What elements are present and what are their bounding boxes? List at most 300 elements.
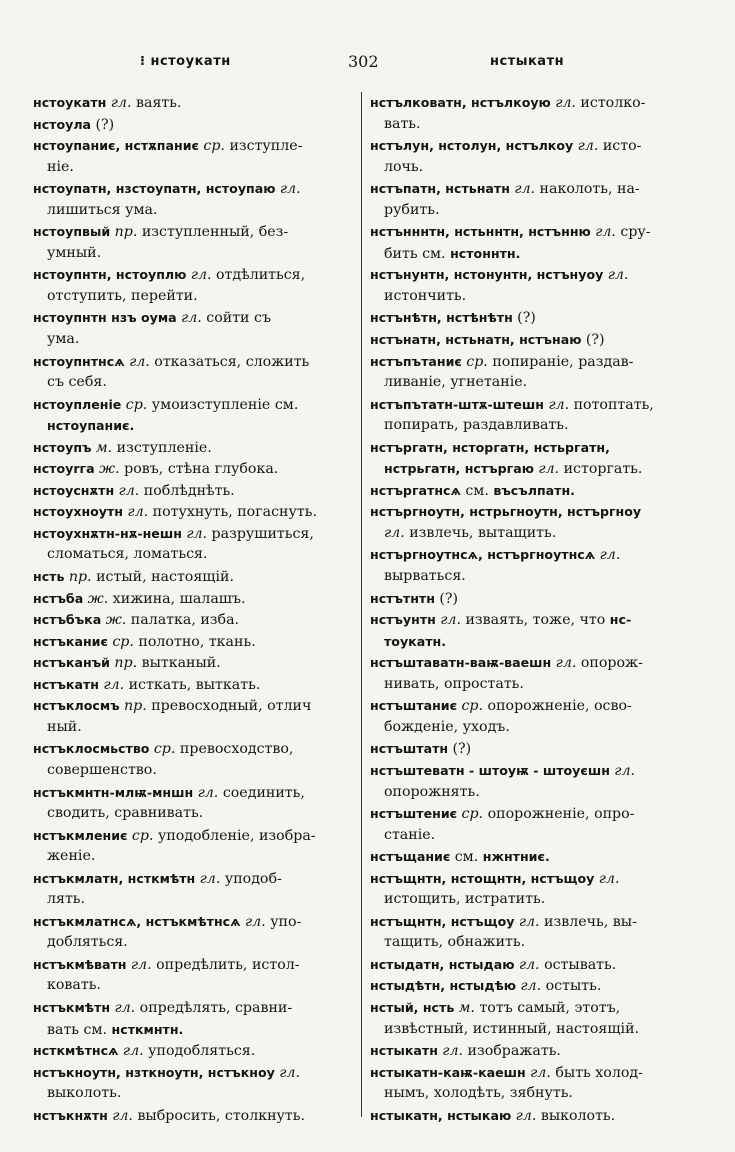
entry-line <box>33 631 355 653</box>
definition-text: сводить, сравнивать. <box>47 805 204 822</box>
headword: нстъштениє <box>370 806 462 822</box>
entry-line <box>370 846 700 868</box>
definition-text: вать. <box>384 115 421 132</box>
entry-line <box>370 286 700 308</box>
entry-line <box>33 200 355 222</box>
definition-text: изступленный, без- <box>137 224 289 241</box>
definition-text: рубить. <box>384 201 440 218</box>
entry-line <box>33 652 355 674</box>
headword: нстъклосмъ <box>33 698 124 714</box>
grammar-label: ср. <box>203 138 225 155</box>
definition-text: потоптать, <box>569 396 654 413</box>
definition-text: быть холод- <box>550 1064 643 1081</box>
definition-text: совершенство. <box>47 761 157 778</box>
left-column <box>33 92 355 1126</box>
entry-line <box>33 825 355 847</box>
entry-line <box>33 458 355 480</box>
headword: нстоупленіе <box>33 396 126 412</box>
headword: нстъкмѣтн <box>33 999 115 1015</box>
definition-text: уподобляться. <box>143 1043 256 1060</box>
grammar-label: гл. <box>577 138 599 155</box>
entry-line <box>33 286 355 308</box>
definition-text: превосходный, отлич <box>146 698 312 715</box>
entry-line <box>370 738 700 760</box>
headword: нстоула <box>33 116 96 132</box>
entry-line <box>33 178 355 200</box>
entry-line <box>370 803 700 825</box>
definition-text: ваять. <box>131 95 182 111</box>
entry-line <box>33 221 355 243</box>
headword: нстоупъ <box>33 439 96 455</box>
definition-text: тотъ самый, этотъ, <box>474 999 621 1016</box>
headword: нстыдѣтн, нстыдѣю <box>370 978 521 994</box>
headword: нстъкатн <box>33 676 104 692</box>
grammar-label: гл. <box>118 482 140 499</box>
definition-text: палатка, изба. <box>126 612 240 629</box>
grammar-label: гл. <box>555 655 577 672</box>
definition-text: отдѣлиться, <box>211 267 306 284</box>
headword: нстый, нсть <box>370 999 459 1015</box>
headword: нстъклосмьство <box>33 741 154 757</box>
headword: нстъпатн, нстьнатн <box>370 181 515 197</box>
entry-line <box>370 609 700 631</box>
entry-line <box>33 329 355 351</box>
entry-line <box>370 1083 700 1105</box>
entry-line <box>370 1019 700 1041</box>
headword: нстъргноутнсѧ, нстъргноутнсѧ <box>370 547 600 563</box>
definition-text: нымъ, холодѣть, зябнуть. <box>384 1085 573 1102</box>
entry-line <box>33 135 355 157</box>
entry-line <box>370 975 700 997</box>
headword: нстоухнѫтн-нѫ-нешн <box>33 525 187 541</box>
entry-line <box>370 114 700 136</box>
entry-line <box>33 997 355 1019</box>
grammar-label: гл. <box>114 999 136 1016</box>
definition-text: тащить, обнажить. <box>384 934 526 951</box>
definition-text: нивать, опростать. <box>384 675 524 692</box>
definition-text: ный. <box>47 718 82 735</box>
grammar-label: гл. <box>538 461 560 478</box>
entry-line <box>33 1105 355 1127</box>
grammar-label: гл. <box>548 396 570 413</box>
headword: нстоупвый <box>33 224 115 240</box>
definition-text: попираніе, раздав- <box>487 353 634 370</box>
entry-line <box>370 394 700 416</box>
headword: нстътнтн <box>370 590 440 606</box>
definition-text: опорожнять. <box>384 783 480 800</box>
grammar-label: гл. <box>442 1043 464 1060</box>
entry-line <box>370 415 700 437</box>
entry-line <box>33 1040 355 1062</box>
entry-line <box>33 394 355 416</box>
grammar-label: гл. <box>197 784 219 801</box>
running-head-left: ⁝ нстоукатн <box>140 54 231 69</box>
definition-text: упо- <box>265 913 302 930</box>
entry-line <box>33 695 355 717</box>
entry-line <box>370 264 700 286</box>
entry-line <box>33 114 355 136</box>
definition-text: изображать. <box>463 1043 561 1060</box>
headword: нсткмѣтнсѧ <box>33 1043 123 1059</box>
definition-text: сломаться, ломаться. <box>47 546 208 563</box>
definition-text: см. <box>465 482 494 499</box>
entry-line <box>370 1105 700 1127</box>
entry-line <box>370 480 700 502</box>
headword: нстъкмнтн-млѭ-мншн <box>33 784 198 800</box>
grammar-label: гл. <box>112 1107 133 1124</box>
definition-text: ровъ, стѣна глубока. <box>119 461 279 478</box>
definition-text: опредѣлить, истол- <box>151 956 300 973</box>
definition-text: сру- <box>615 224 651 241</box>
definition-text: ума. <box>47 331 80 348</box>
grammar-label: гл. <box>122 1043 144 1060</box>
grammar-label: гл. <box>530 1064 551 1081</box>
definition-text: опорожненіе, опро- <box>483 806 635 823</box>
entry-line <box>370 954 700 976</box>
definition-text: полотно, ткань. <box>133 633 256 650</box>
entry-line <box>370 307 700 329</box>
definition-text: вать см. <box>47 1021 112 1038</box>
headword: нстълун, нстолун, нстълкоу <box>370 138 578 154</box>
definition-text: поблѣднѣть. <box>139 482 235 499</box>
headword: нстъунтн <box>370 612 441 628</box>
definition-text: исторгать. <box>559 461 643 478</box>
entry-line <box>33 868 355 890</box>
definition-text: извлечь, вытащить. <box>404 524 557 541</box>
headword: нстъщаниє <box>370 849 455 865</box>
headword: нстъкноутн, нзткноутн, нстъкноу <box>33 1064 280 1080</box>
definition-text: соединить, <box>218 784 305 801</box>
definition-text: извѣстный, истинный, настоящій. <box>384 1020 640 1037</box>
headword: нстълковатн, нстълкоую <box>370 95 556 110</box>
definition-text: лочь. <box>384 158 424 175</box>
definition-text: вырваться. <box>384 568 466 585</box>
grammar-label: гл. <box>244 913 266 930</box>
definition-text: умоизступленіе см. <box>147 396 299 413</box>
grammar-label: пр. <box>68 569 92 586</box>
grammar-label: гл. <box>190 267 212 284</box>
entry-line <box>33 1019 355 1041</box>
entry-line <box>370 782 700 804</box>
entry-line <box>370 566 700 588</box>
grammar-label: ср. <box>466 353 488 370</box>
headword: нсть <box>33 569 69 585</box>
entry-line <box>33 674 355 696</box>
headword: нстоукатн <box>33 95 111 110</box>
headword: нстъкмѣватн <box>33 956 131 972</box>
grammar-label: гл. <box>129 353 150 370</box>
entry-line <box>370 221 700 243</box>
headword: нстыкатн <box>370 1043 443 1059</box>
grammar-label: гл. <box>514 181 536 198</box>
definition-text: изваять, тоже, что <box>460 612 610 629</box>
entry-line <box>370 501 700 523</box>
definition-text: уподобленіе, изобра- <box>153 827 316 844</box>
entry-line <box>33 760 355 782</box>
page-header <box>0 52 735 76</box>
entry-line <box>370 135 700 157</box>
entry-line <box>33 544 355 566</box>
definition-text: ковать. <box>47 977 101 994</box>
grammar-label: гл. <box>518 913 540 930</box>
headword: нстъштаниє <box>370 698 462 714</box>
headword: нстоупаниє, нстѫпаниє <box>33 138 204 154</box>
entry-line <box>370 652 700 674</box>
headword: нстоупнтн нзъ оума <box>33 310 182 326</box>
definition-text: остыть. <box>541 978 602 995</box>
headword: нстоннтн. <box>450 245 521 261</box>
grammar-label: гл. <box>130 956 152 973</box>
definition-text: ливаніе, угнетаніе. <box>384 374 528 391</box>
definition-text: (?) <box>585 332 605 349</box>
grammar-label: ср. <box>461 698 484 715</box>
definition-text: женіе. <box>47 848 96 865</box>
right-column <box>370 92 700 1126</box>
entry-line <box>370 911 700 933</box>
definition-text: выбросить, столкнуть. <box>132 1107 305 1124</box>
headword: нстоупнтнсѧ <box>33 353 130 369</box>
definition-text: наколоть, на- <box>535 181 640 198</box>
grammar-label: гл. <box>279 1064 300 1081</box>
entry-line <box>370 932 700 954</box>
definition-text: истый, настоящій. <box>91 569 234 586</box>
headword: нстыкатн-каѭ-каешн <box>370 1064 531 1080</box>
definition-text: сойти съ <box>201 310 271 327</box>
headword: нстънатн, нстьнатн, нстънаю <box>370 332 586 348</box>
definition-text: извлечь, вы- <box>539 913 637 930</box>
headword: нстъкмлениє <box>33 827 132 843</box>
entry-line <box>33 501 355 523</box>
definition-text: отступить, перейти. <box>47 287 198 304</box>
headword: нс- <box>609 612 632 628</box>
entry-line <box>33 92 355 114</box>
grammar-label: пр. <box>123 698 147 715</box>
headword: нстъштаватн-ваѭ-ваешн <box>370 655 556 671</box>
definition-text: истончить. <box>384 287 467 304</box>
entry-line <box>370 157 700 179</box>
entry-line <box>370 674 700 696</box>
entry-line <box>370 92 700 114</box>
grammar-label: ср. <box>461 806 484 823</box>
entry-line <box>33 803 355 825</box>
entry-line <box>370 437 700 459</box>
definition-text: добляться. <box>47 934 128 951</box>
entry-line <box>33 717 355 739</box>
grammar-label: гл. <box>186 525 208 542</box>
grammar-label: гл. <box>518 956 540 973</box>
definition-text: (?) <box>452 741 472 758</box>
definition-text: изступле- <box>224 138 303 155</box>
entry-line <box>370 1040 700 1062</box>
entry-line <box>370 760 700 782</box>
grammar-label: гл. <box>199 870 221 887</box>
headword: нсткмнтн. <box>111 1021 184 1037</box>
entry-line <box>33 954 355 976</box>
definition-text: лишиться ума. <box>47 201 158 218</box>
entry-line <box>370 200 700 222</box>
definition-text: бить см. <box>384 245 451 262</box>
entry-line <box>370 1062 700 1084</box>
grammar-label: гл. <box>515 1107 537 1124</box>
entry-line <box>370 329 700 351</box>
grammar-label: ж. <box>105 612 127 629</box>
entry-line <box>370 588 700 610</box>
definition-text: выколоть. <box>536 1107 616 1124</box>
entry-line <box>33 480 355 502</box>
entry-line <box>33 782 355 804</box>
grammar-label: гл. <box>520 978 542 995</box>
headword: нстънннтн, нстьннтн, нстънню <box>370 224 596 240</box>
entry-line <box>33 889 355 911</box>
headword: нстоупаниє. <box>47 418 135 434</box>
entry-line <box>33 846 355 868</box>
headword: нстънунтн, нстонунтн, нстънуоу <box>370 267 608 283</box>
definition-text: ніе. <box>47 158 74 175</box>
definition-text: исто- <box>598 138 642 155</box>
entry-line <box>33 157 355 179</box>
entry-line <box>370 997 700 1019</box>
definition-text: превосходство, <box>175 741 294 758</box>
headword: нстъштатн <box>370 741 453 757</box>
headword: нстъканиє <box>33 633 113 649</box>
definition-text: отказаться, сложить <box>149 353 310 370</box>
headword: нстоупатн, нзстоупатн, нстоупаю <box>33 181 280 197</box>
definition-text: опорож- <box>576 655 643 672</box>
entry-line <box>370 889 700 911</box>
entry-line <box>33 307 355 329</box>
column-divider <box>361 92 362 1117</box>
entry-line <box>33 523 355 545</box>
definition-text: выколоть. <box>47 1085 122 1102</box>
headword: нстъпътатн-штѫ-штешн <box>370 396 549 412</box>
headword: нстъкнѫтн <box>33 1107 113 1123</box>
definition-text: опредѣлять, сравни- <box>135 999 293 1016</box>
grammar-label: м. <box>458 999 475 1016</box>
definition-text: исткать, выткать. <box>124 676 261 693</box>
grammar-label: ср. <box>131 827 154 844</box>
grammar-label: гл. <box>598 870 620 887</box>
headword: нстыкатн, нстыкаю <box>370 1107 516 1123</box>
running-head-right: нстыкатн <box>490 54 565 69</box>
grammar-label: ср. <box>153 741 176 758</box>
definition-text: (?) <box>517 310 536 327</box>
definition-text: попирать, раздавливать. <box>384 417 569 434</box>
entry-line <box>370 631 700 653</box>
entry-line <box>33 415 355 437</box>
headword: тоукатн. <box>384 633 446 649</box>
headword: нстъштеватн - штоуѭ - штоуєшн <box>370 762 615 778</box>
entry-line <box>33 372 355 394</box>
headword: нстъбъка <box>33 612 106 628</box>
entry-line <box>33 566 355 588</box>
definition-text: умный. <box>47 244 102 261</box>
entry-line <box>33 1062 355 1084</box>
entry-line <box>33 588 355 610</box>
entry-line <box>33 738 355 760</box>
grammar-label: гл. <box>384 524 405 541</box>
entry-line <box>370 523 700 545</box>
entry-line <box>33 911 355 933</box>
page-number: 302 <box>348 52 379 71</box>
definition-text: (?) <box>439 590 459 607</box>
headword: нстыдатн, нстыдаю <box>370 956 519 972</box>
definition-text: см. <box>454 849 483 866</box>
entry-line <box>370 695 700 717</box>
entry-line <box>370 544 700 566</box>
headword: нстоупнтн, нстоуплю <box>33 267 191 283</box>
headword: нстъкмлатнсѧ, нстъкмѣтнсѧ <box>33 913 245 929</box>
entry-line <box>370 243 700 265</box>
grammar-label: гл. <box>103 676 125 693</box>
headword: нстрьгатн, нстъргаю <box>384 461 539 477</box>
headword: нстоухноутн <box>33 504 128 520</box>
entry-line <box>370 351 700 373</box>
grammar-label: ср. <box>125 396 148 413</box>
headword: нстъщнтн, нстощнтн, нстъщоу <box>370 870 599 886</box>
grammar-label: гл. <box>279 181 301 198</box>
definition-text: уподоб- <box>220 870 282 887</box>
entry-line <box>370 868 700 890</box>
definition-text: остывать. <box>539 956 617 973</box>
grammar-label: гл. <box>607 267 629 284</box>
headword: нстоуснѫтн <box>33 482 119 498</box>
headword: нжнтниє. <box>482 849 550 865</box>
entry-line <box>370 458 700 480</box>
headword: нстъканъй <box>33 655 115 671</box>
entry-line <box>370 825 700 847</box>
grammar-label: пр. <box>114 655 138 672</box>
grammar-label: ср. <box>112 633 134 650</box>
entry-line <box>370 178 700 200</box>
entry-line <box>33 351 355 373</box>
entry-line <box>33 243 355 265</box>
grammar-label: гл. <box>127 504 149 521</box>
entry-line <box>33 609 355 631</box>
headword: нстъргноутн, нстрьгноутн, нстъргноу <box>370 504 642 520</box>
grammar-label: гл. <box>599 547 621 564</box>
headword: нстоуrга <box>33 461 100 477</box>
definition-text: (?) <box>95 116 115 133</box>
definition-text: опорожненіе, осво- <box>483 698 632 715</box>
definition-text: станіе. <box>384 826 436 843</box>
entry-line <box>33 975 355 997</box>
headword: нстъргатнсѧ <box>370 482 466 498</box>
headword: нстъпътаниє <box>370 353 467 369</box>
headword: нстъргатн, нсторгатн, нстьргатн, <box>370 439 610 455</box>
grammar-label: ж. <box>87 590 109 607</box>
headword: въсълпатн. <box>493 482 575 498</box>
definition-text: потухнуть, погаснуть. <box>148 504 317 521</box>
headword: нстъба <box>33 590 88 606</box>
grammar-label: гл. <box>181 310 202 327</box>
grammar-label: гл. <box>555 95 576 111</box>
definition-text: истощить, истратить. <box>384 891 546 908</box>
headword: нстъщнтн, нстъщоу <box>370 913 519 929</box>
entry-line <box>33 932 355 954</box>
entry-line <box>33 1083 355 1105</box>
definition-text: съ себя. <box>47 374 107 391</box>
definition-text: божденіе, уходъ. <box>384 718 510 735</box>
headword: нстъкмлатн, нсткмѣтн <box>33 870 200 886</box>
grammar-label: гл. <box>110 95 132 111</box>
definition-text: разрушиться, <box>207 525 314 542</box>
definition-text: истолко- <box>575 95 646 111</box>
definition-text: вытканый. <box>137 655 221 672</box>
definition-text: лять. <box>47 891 86 908</box>
grammar-label: ж. <box>99 461 120 478</box>
entry-line <box>370 717 700 739</box>
entry-line <box>33 437 355 459</box>
